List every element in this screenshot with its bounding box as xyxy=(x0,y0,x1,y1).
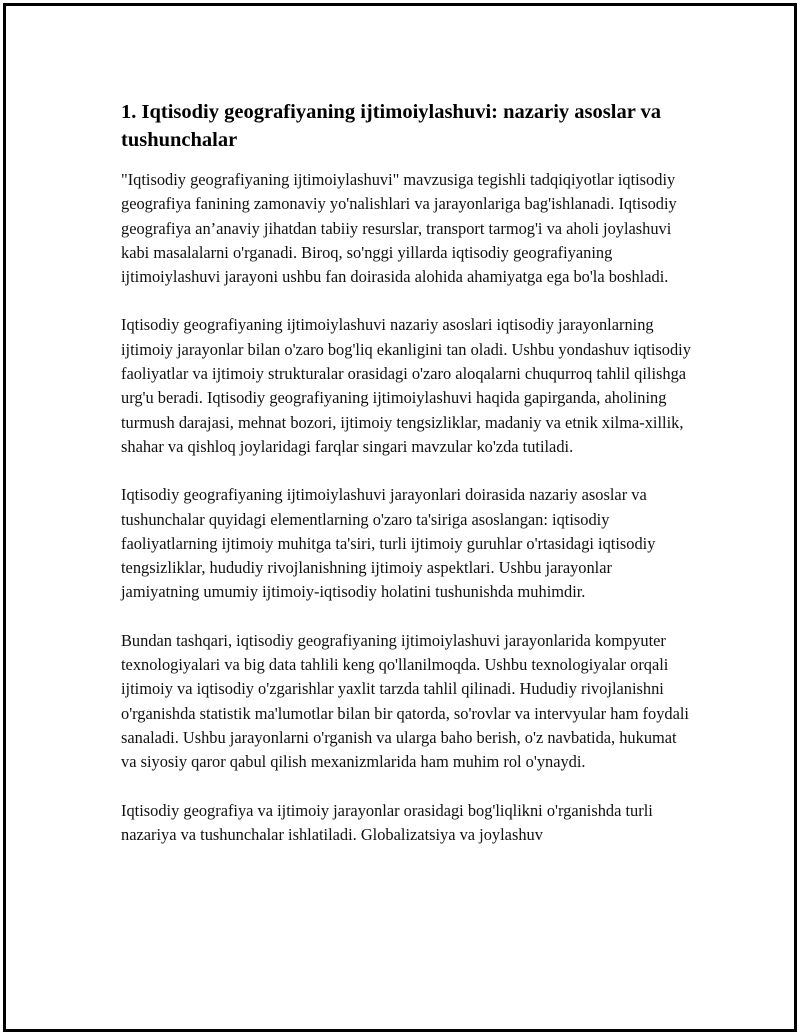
paragraph-1: "Iqtisodiy geografiyaning ijtimoiylashuvi" mavzusiga tegishli tadqiqiyotlar iqtisodiy geografiya fanining zamonaviy yo'nalishlari va jarayonlariga bag'ishlanadi. Iqtisodiy geografiya an’anaviy jihatdan tabiiy resurslar, transport tarmog'i va aholi joylashuvi kabi masalalarni o'rganadi. Biroq, so'nggi yillarda iqtisodiy geografiyaning ijtimoiylashuvi jarayoni ushbu fan doirasida alohida ahamiyatga ega bo'la boshladi. xyxy=(121,170,677,287)
paragraph-3: Iqtisodiy geografiyaning ijtimoiylashuvi jarayonlari doirasida nazariy asoslar va tushunchalar quyidagi elementlarning o'zaro ta'siriga asoslangan: iqtisodiy faoliyatlarning ijtimoiy muhitga ta'siri, turli ijtimoiy guruhlar o'rtasidagi iqtisodiy tengsizliklar, hududiy rivojlanishning ijtimoiy aspektlari. Ushbu jarayonlar jamiyatning umumiy ijtimoiy-iqtisodiy holatini tushunishda muhimdir. xyxy=(121,485,656,602)
document-body xyxy=(121,98,691,871)
paragraph-2: Iqtisodiy geografiyaning ijtimoiylashuvi nazariy asoslari iqtisodiy jarayonlarning ijtimoiy jarayonlar bilan o'zaro bog'liq ekanligini tan oladi. Ushbu yondashuv iqtisodiy faoliyatlar va ijtimoiy strukturalar orasidagi o'zaro aloqalarni chuqurroq tahlil qilishga urg'u beradi. Iqtisodiy geografiyaning ijtimoiylashuvi haqida gapirganda, aholining turmush darajasi, mehnat bozori, ijtimoiy tengsizliklar, madaniy va etnik xilma-xillik, shahar va qishloq joylaridagi farqlar singari mavzular ko'zda tutiladi. xyxy=(121,315,691,456)
paragraph-4: Bundan tashqari, iqtisodiy geografiyaning ijtimoiylashuvi jarayonlarida kompyuter texnologiyalari va big data tahlili keng qo'llanilmoqda. Ushbu texnologiyalar orqali ijtimoiy va iqtisodiy o'zgarishlar yaxlit tarzda tahlil qilinadi. Hududiy rivojlanishni o'rganishda statistik ma'lumotlar bilan bir qatorda, so'rovlar va intervyular ham foydali sanaladi. Ushbu jarayonlarni o'rganish va ularga baho berish, o'z navbatida, hukumat va siyosiy qaror qabul qilish mexanizmlarida ham muhim rol o'ynaydi. xyxy=(121,630,689,772)
page-frame xyxy=(3,3,797,1032)
paragraph-5: Iqtisodiy geografiya va ijtimoiy jarayonlar orasidagi bog'liqlikni o'rganishda turli nazariya va tushunchalar ishlatiladi. Globalizatsiya va joylashuv xyxy=(121,800,653,844)
section-heading: 1. Iqtisodiy geografiyaning ijtimoiylashuvi: nazariy asoslar va tushunchalar xyxy=(121,101,662,151)
